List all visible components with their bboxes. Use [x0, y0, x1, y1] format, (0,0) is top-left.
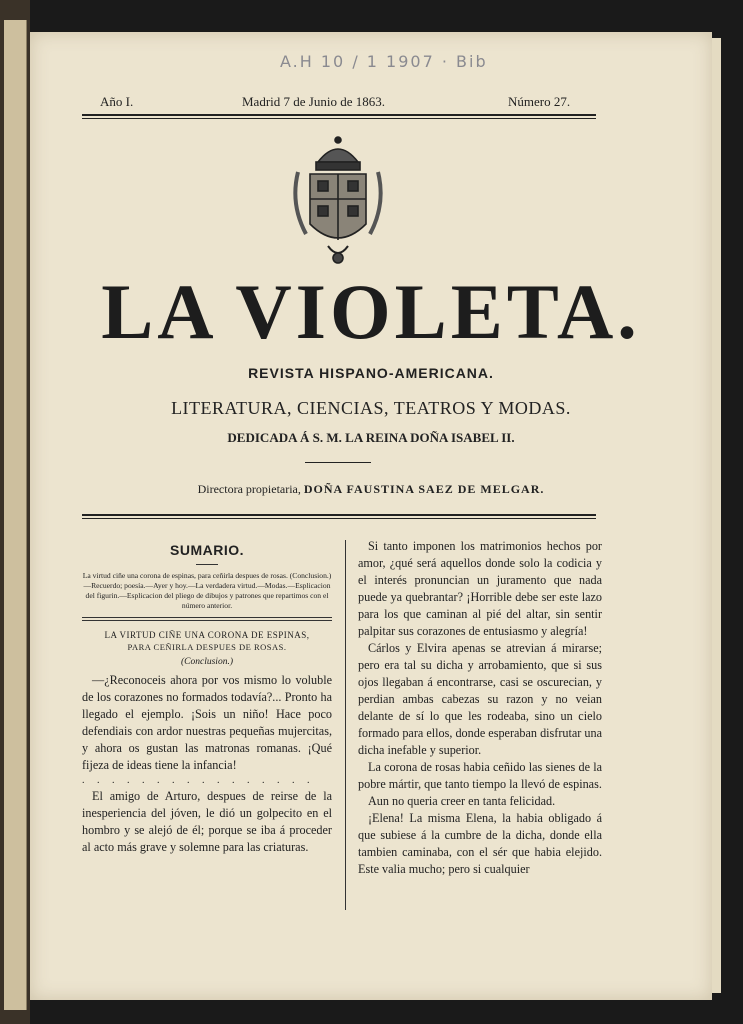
- royal-coat-of-arms-icon: [288, 134, 388, 274]
- article-paragraph: El amigo de Arturo, despues de reirse de la inesperiencia del jóven, le dió un golpecito en el hombro y se alejó de él; porque se iba á proceder al acto más grave y solemne para las criaturas.: [82, 789, 332, 854]
- masthead-title: LA VIOLETA.: [101, 268, 641, 355]
- newspaper-page: [30, 32, 712, 1000]
- masthead-dedication: DEDICADA Á S. M. LA REINA DOÑA ISABEL II.: [227, 430, 515, 445]
- column-divider: [345, 540, 346, 910]
- header-rule-thin: [82, 118, 596, 119]
- director-label: Directora propietaria,: [197, 482, 301, 496]
- director-line: [30, 482, 712, 497]
- header-year: Año I.: [100, 94, 134, 109]
- masthead-subtitle-topics: LITERATURA, CIENCIAS, TEATROS Y MODAS.: [171, 398, 571, 418]
- right-paragraph: Aun no queria creer en tanta felicidad.: [368, 794, 556, 808]
- header-number: Número 27.: [508, 94, 571, 109]
- page-edge: [4, 20, 27, 1010]
- right-column: [358, 538, 602, 878]
- header-rule: [82, 114, 596, 116]
- masthead-bottom-rule-thin: [82, 518, 596, 519]
- masthead-bottom-rule: [82, 514, 596, 516]
- sumario-title: SUMARIO.: [170, 542, 244, 558]
- article-ellipsis-dots: . . . . . . . . . . . . . . . .: [82, 775, 315, 786]
- article-title: LA VIRTUD CIÑE UNA CORONA DE ESPINAS,: [104, 630, 310, 640]
- masthead-subtitle-revista: REVISTA HISPANO-AMERICANA.: [248, 365, 494, 381]
- dedication-rule: [305, 462, 371, 463]
- director-name: DOÑA FAUSTINA SAEZ DE MELGAR.: [303, 482, 545, 496]
- right-paragraph: ¡Elena! La misma Elena, la habia obligado á que subiese á la cumbre de la dicha, donde ella tambien caminaba, con el sér que habia elejido. Este valia mucho; pero si cualquier: [358, 811, 602, 876]
- article-conclusion-label: (Conclusion.): [181, 657, 233, 667]
- left-column: [82, 540, 332, 856]
- sumario-double-rule: [82, 617, 332, 621]
- article-paragraph: —¿Reconoceis ahora por vos mismo lo voluble de los corazones no formados todavía?... Pronto ha llegado el ejemplo. ¡Sois un niño! Hace poco defendiais con ardor nuestras pequeñas mujercitas, y ahora os gustan las matronas romanas. ¡Qué fijeza de ideas tiene la infancia!: [82, 673, 332, 772]
- sumario-text: La virtud ciñe una corona de espinas, para ceñirla despues de rosas. (Conclusion.)—Recuerdo; poesía.—Ayer y hoy.—La verdadera virtud.—Modas.—Esplicacion del figurin.—Esplicacion del pliego de dibujos y patrones que repartimos con el número anterior.: [82, 571, 332, 610]
- right-paragraph: La corona de rosas habia ceñido las sienes de la pobre mártir, que tanto tiempo la llevó de espinas.: [358, 760, 602, 791]
- right-paragraph: Si tanto imponen los matrimonios hechos por amor, ¿qué será aquellos donde solo la codicia y el interés pronuncian un juramento que nada puede ya quebrantar? ¡Horrible debe ser este lazo para los que caminan al pié del altar, sin sentir palpitar sus corazones de entusiasmo y alegría!: [358, 539, 602, 638]
- scan-left-strip: [0, 0, 30, 1024]
- archive-pencil-mark: A.H 10 / 1 1907 · Bib: [280, 52, 488, 71]
- right-paragraph: Cárlos y Elvira apenas se atrevian á mirarse; pero era tal su dicha y arrobamiento, que si sus ojos llegaban á encontrarse, casi se oscurecian, y perdian ambas cabezas su razon y no veian delante de sí lo que les rodeaba, sino un cielo formado para ellos, donde esperaban disfrutar una dicha inefable y superior.: [358, 641, 602, 757]
- sumario-rule: [196, 564, 218, 565]
- article-subtitle: PARA CEÑIRLA DESPUES DE ROSAS.: [127, 642, 287, 652]
- header-date: Madrid 7 de Junio de 1863.: [242, 94, 385, 109]
